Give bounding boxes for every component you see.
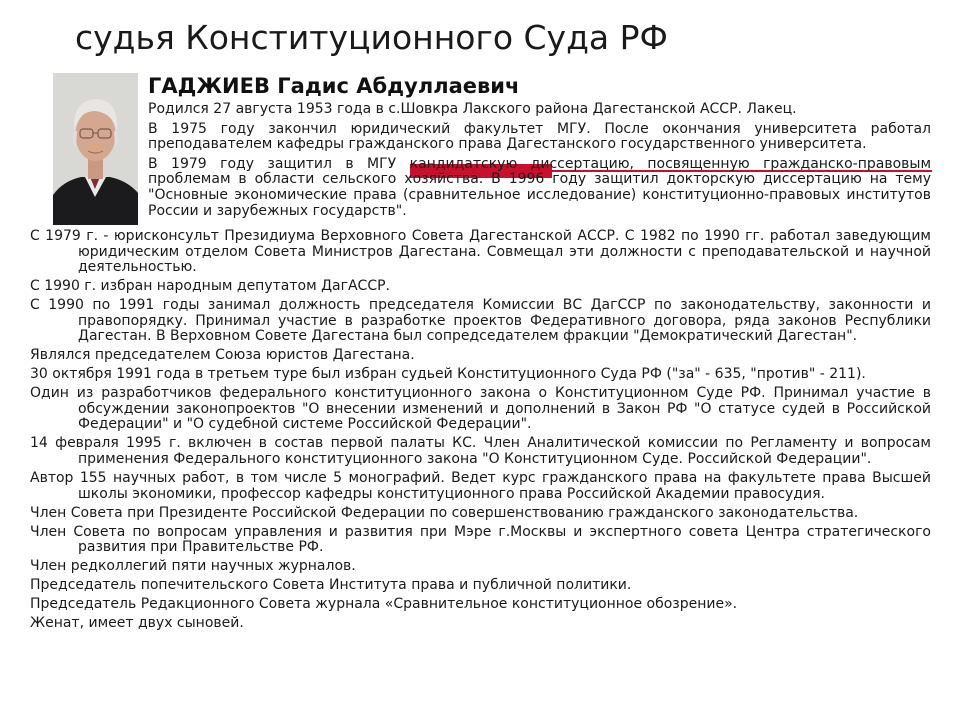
- bio-item: 14 февраля 1995 г. включен в состав первой палаты КС. Член Аналитической комиссии по Регламенту и вопросам применения Федерального конституционного закона "О Конституционном Суде. Российской Федерации".: [30, 435, 931, 468]
- bio-item: Член Совета при Президенте Российской Федерации по совершенствованию гражданского законодательства.: [30, 504, 859, 521]
- bio-item: С 1979 г. - юрисконсульт Президиума Верховного Совета Дагестанской АССР. С 1982 по 1990 гг. работал заведующим юридическим отделом Совета Министров Дагестана. Совмещал эти должности с преподавательской и научной деятельностью.: [30, 228, 931, 276]
- person-name: ГАДЖИЕВ Гадис Абдуллаевич: [148, 74, 520, 98]
- bio-item: Член редколлегий пяти научных журналов.: [30, 558, 356, 575]
- bio-item: Автор 155 научных работ, в том числе 5 монографий. Ведет курс гражданского права на факультете права Высшей школы экономики, профессор кафедры конституционного права Российской Академии правосудия.: [30, 470, 931, 502]
- bio-item: 30 октября 1991 года в третьем туре был избран судьей Конституционного Суда РФ ("за" - 635, "против" - 211).: [30, 366, 866, 383]
- intro-paragraph-birth: Родился 27 августа 1953 года в с.Шовкра Лакского района Дагестанской АССР. Лакец.: [148, 101, 797, 117]
- biography-list: [30, 229, 931, 635]
- bio-item: Председатель попечительского Совета Института права и публичной политики.: [30, 577, 632, 594]
- bio-item: Женат, имеет двух сыновей.: [30, 615, 244, 632]
- intro-paragraph-dissertation: В 1979 году защитил в МГУ кандидатскую диссертацию, посвященную гражданско-правовым проблемам в области сельского хозяйства. В 1996 году защитил докторскую диссертацию на тему "Основные экономические права (сравнительное исследование) конституционно-правовых институтов России и зарубежных государств".: [148, 155, 931, 219]
- bio-item: Один из разработчиков федерального конституционного закона о Конституционном Суде РФ. Принимал участие в обсуждении законопроектов "О внесении изменений и дополнений в Закон РФ "О статусе судей в Российской Федерации" и "О судебной системе Российской Федерации".: [30, 385, 931, 433]
- intro-list: [148, 102, 931, 223]
- bio-item: С 1990 г. избран народным депутатом ДагАССР.: [30, 278, 390, 295]
- bio-item: Председатель Редакционного Совета журнала «Сравнительное конституционное обозрение».: [30, 596, 738, 613]
- bio-item: Являлся председателем Союза юристов Дагестана.: [30, 347, 415, 364]
- portrait-photo: [53, 73, 138, 225]
- intro-paragraph-education: В 1975 году закончил юридический факультет МГУ. После окончания университета работал преподавателем кафедры гражданского права Дагестанского государственного университета.: [148, 120, 931, 153]
- bio-item: С 1990 по 1991 годы занимал должность председателя Комиссии ВС ДагССР по законодательству, законности и правопорядку. Принимал участие в разработке проектов Федеративного договора, ряда законов Республики Дагестан. В Верховном Совете Дагестана был сопредседателем фракции "Демократический Дагестан".: [30, 297, 931, 345]
- bio-item: Член Совета по вопросам управления и развития при Мэре г.Москвы и экспертного совета Центра стратегического развития при Правительстве РФ.: [30, 523, 931, 556]
- slide-title: судья Конституционного Суда РФ: [75, 18, 668, 57]
